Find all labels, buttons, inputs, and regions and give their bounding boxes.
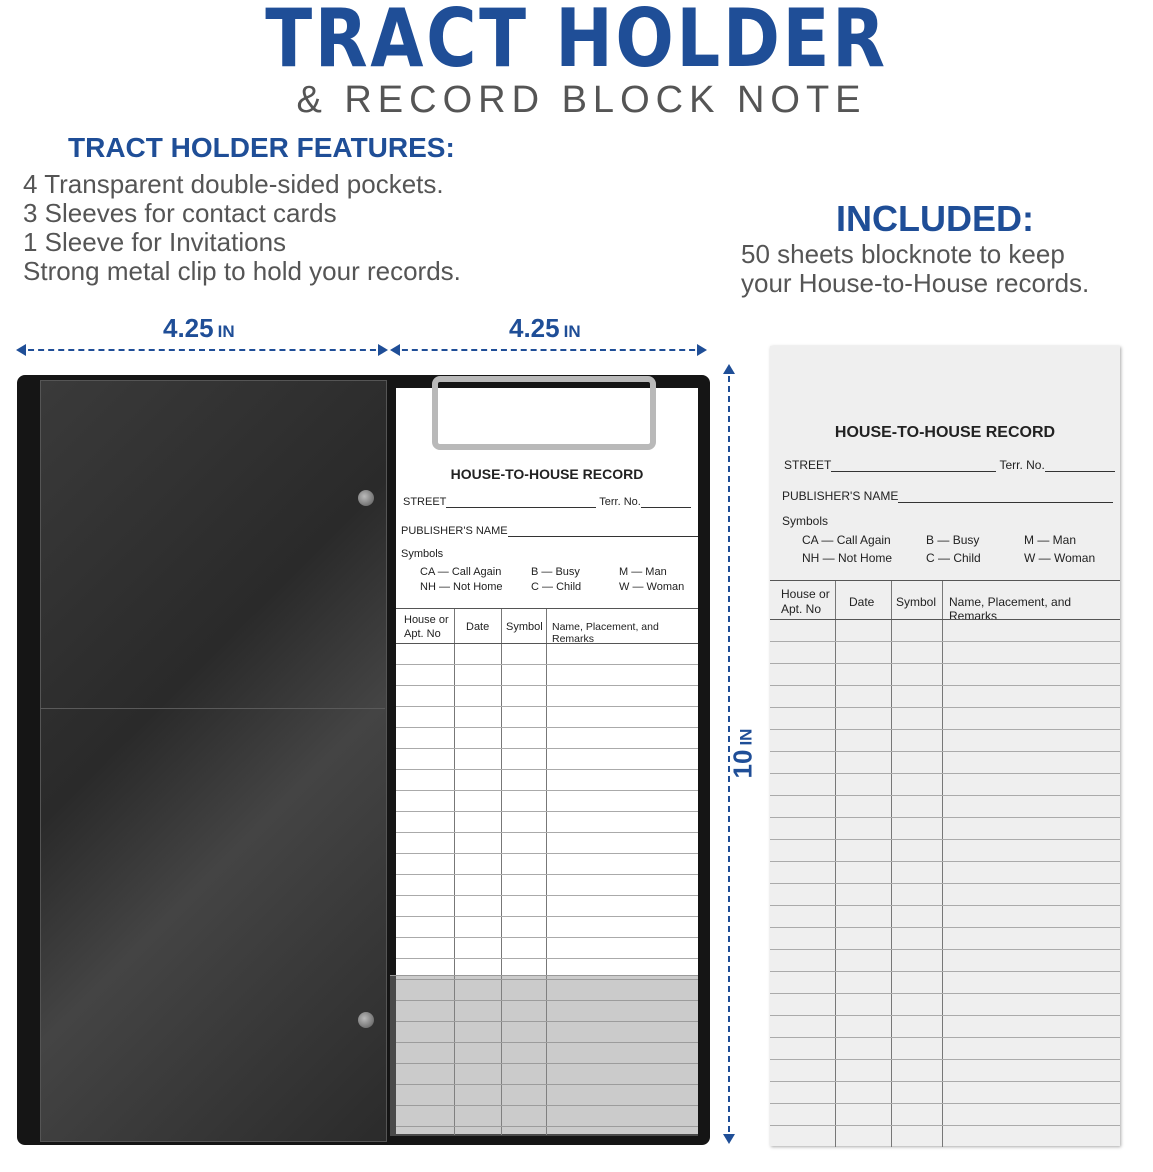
publisher-line [782, 489, 1113, 503]
dimension-unit: IN [217, 322, 235, 341]
symbol-code: C [531, 581, 539, 593]
symbol-code: CA [420, 566, 435, 578]
included-text [741, 240, 1153, 298]
symbol-entry: M — Man [1024, 533, 1077, 547]
symbol-code: W [619, 581, 630, 593]
record-title: HOUSE-TO-HOUSE RECORD [450, 466, 644, 482]
dimension-value: 4.25 [163, 313, 214, 343]
pocket-divider [40, 708, 385, 709]
metal-clip [432, 376, 656, 450]
symbol-entry: W — Woman [1024, 551, 1096, 565]
street-label: STREET [784, 458, 832, 472]
column-header-house [781, 587, 830, 617]
symbol-meaning: Man [645, 566, 667, 578]
publisher-label: PUBLISHER'S NAME [782, 489, 899, 503]
symbol-entry: W — Woman [619, 581, 685, 593]
dimension-height-label [727, 729, 758, 779]
house-line: Apt. No [404, 628, 441, 640]
transparent-pocket [40, 380, 387, 1142]
symbols-label: Symbols [401, 548, 444, 560]
record-title: HOUSE-TO-HOUSE RECORD [834, 424, 1056, 441]
rivet [358, 1012, 374, 1028]
symbol-entry: M — Man [619, 566, 667, 578]
feature-item: Strong metal clip to hold your records. [23, 256, 461, 286]
publisher-line [401, 525, 698, 537]
column-header-remarks: Name, Placement, and Remarks [552, 621, 659, 645]
symbol-entry: CA — Call Again [420, 566, 502, 578]
symbol-meaning: Not Home [838, 551, 893, 565]
column-header-house [404, 613, 449, 641]
symbol-meaning: Busy [952, 533, 980, 547]
symbol-entry: CA — Call Again [802, 533, 891, 547]
symbol-entry: C — Child [926, 551, 981, 565]
symbol-code: CA [802, 533, 819, 547]
record-sheet-large [770, 346, 1120, 1146]
street-label: STREET [403, 496, 447, 508]
lower-pocket [390, 975, 698, 1136]
symbol-code: B [531, 566, 539, 578]
feature-item: 4 Transparent double-sided pockets. [23, 169, 444, 199]
symbols-label: Symbols [782, 514, 829, 528]
rivet [358, 490, 374, 506]
street-line [403, 496, 691, 508]
included-text-line: your House-to-House records. [741, 268, 1090, 298]
dimension-right-label [509, 313, 581, 344]
included-text-line: 50 sheets blocknote to keep [741, 239, 1065, 269]
terr-label: Terr. No. [999, 458, 1045, 472]
publisher-label: PUBLISHER'S NAME [401, 525, 508, 537]
subtitle: & RECORD BLOCK NOTE [296, 79, 867, 121]
dimension-unit: IN [736, 728, 756, 746]
symbol-meaning: Call Again [451, 566, 502, 578]
symbol-code: C [926, 551, 935, 565]
column-header-date: Date [849, 595, 875, 609]
street-line [784, 458, 1115, 472]
symbol-meaning: Busy [555, 566, 580, 578]
column-header-symbol: Symbol [506, 621, 543, 633]
dimension-left-arrow [18, 349, 386, 351]
house-line: Apt. No [781, 602, 822, 616]
symbol-entry: NH — Not Home [420, 581, 503, 593]
dimension-left-label [163, 313, 235, 344]
house-line: House or [781, 587, 830, 601]
dimension-right-arrow [392, 349, 705, 351]
symbol-entry: B — Busy [531, 566, 580, 578]
column-header-date: Date [466, 621, 490, 633]
dimension-unit: IN [563, 322, 581, 341]
symbol-meaning: Woman [1054, 551, 1096, 565]
dimension-value: 4.25 [509, 313, 560, 343]
included-heading: INCLUDED: [836, 198, 1034, 239]
symbol-entry: C — Child [531, 581, 582, 593]
symbol-entry: NH — Not Home [802, 551, 893, 565]
features-list [23, 170, 461, 286]
symbol-code: M [619, 566, 629, 578]
symbol-meaning: Child [556, 581, 582, 593]
dimension-value: 10 [727, 749, 758, 779]
symbol-meaning: Call Again [836, 533, 891, 547]
symbol-code: NH [802, 551, 820, 565]
symbol-code: NH [420, 581, 436, 593]
terr-label: Terr. No. [599, 496, 641, 508]
feature-item: 1 Sleeve for Invitations [23, 227, 287, 257]
symbol-meaning: Woman [646, 581, 685, 593]
symbol-code: M [1024, 533, 1034, 547]
feature-item: 3 Sleeves for contact cards [23, 198, 337, 228]
symbol-code: B [926, 533, 935, 547]
column-header-symbol: Symbol [896, 595, 937, 609]
column-header-remarks: Name, Placement, and Remarks [949, 595, 1072, 623]
symbol-meaning: Not Home [453, 581, 503, 593]
symbol-entry: B — Busy [926, 533, 980, 547]
symbol-code: W [1024, 551, 1036, 565]
record-grid [770, 580, 1120, 1147]
features-heading: TRACT HOLDER FEATURES: [68, 132, 455, 163]
symbol-meaning: Child [953, 551, 981, 565]
house-line: House or [404, 614, 449, 626]
main-title: TRACT HOLDER [265, 0, 888, 85]
symbol-meaning: Man [1052, 533, 1077, 547]
